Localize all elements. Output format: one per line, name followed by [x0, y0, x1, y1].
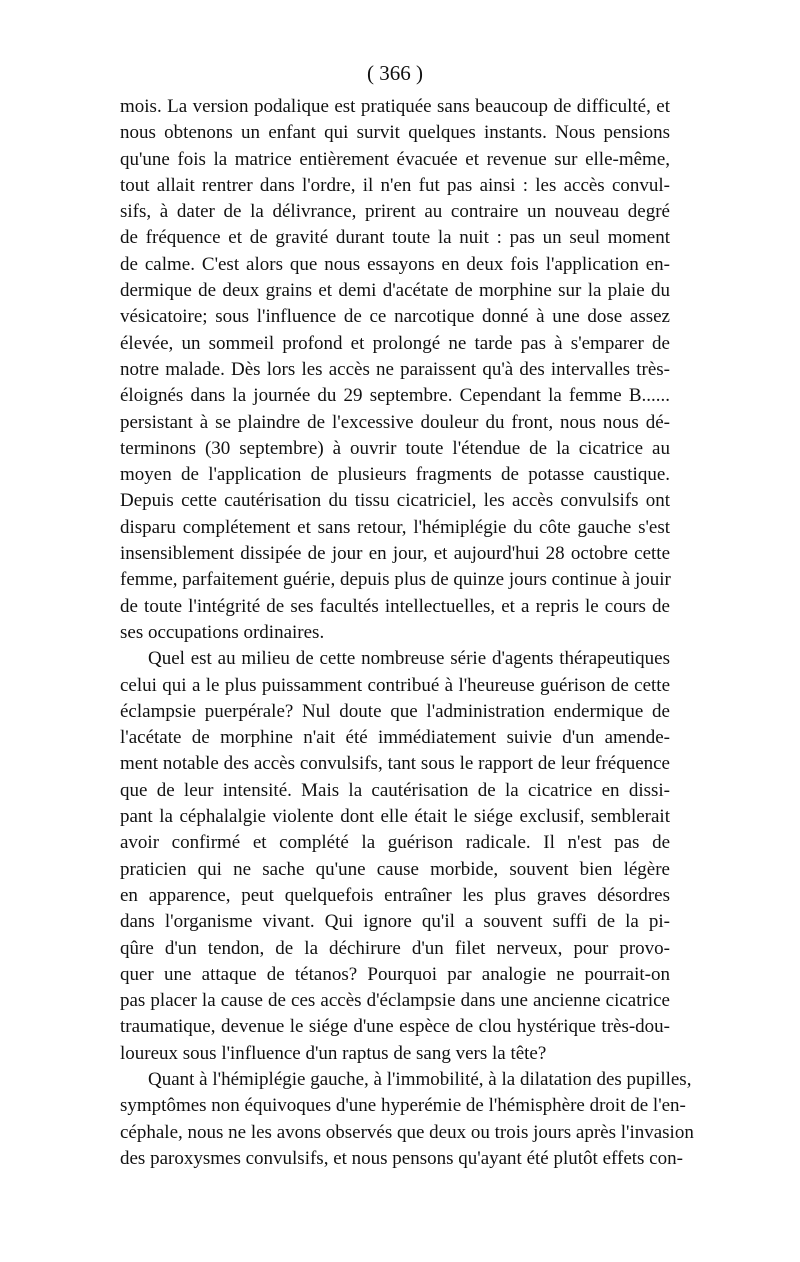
text-line: pas placer la cause de ces accès d'éclampsie dans une ancienne cicatrice — [120, 990, 670, 1012]
text-line: avoir confirmé et complété la guérison radicale. Il n'est pas de — [120, 832, 670, 854]
text-line: qu'une fois la matrice entièrement évacuée et revenue sur elle-même, — [120, 148, 670, 170]
text-line: Quel est au milieu de cette nombreuse série d'agents thérapeutiques — [148, 648, 670, 670]
paragraph-case-narrative — [120, 94, 670, 646]
text-line: praticien qui ne sache qu'une cause morbide, souvent bien légère — [120, 858, 670, 880]
text-line: ses occupations ordinaires. — [120, 621, 325, 643]
text-line: notre malade. Dès lors les accès ne paraissent qu'à des intervalles très- — [120, 358, 670, 380]
text-line: femme, parfaitement guérie, depuis plus de quinze jours continue à jouir — [120, 569, 671, 591]
text-line: sifs, à dater de la délivrance, prirent au contraire un nouveau degré — [120, 201, 670, 223]
text-line: de fréquence et de gravité durant toute la nuit : pas un seul moment — [120, 227, 670, 249]
text-line: traumatique, devenue le siége d'une espèce de clou hystérique très-dou- — [120, 1016, 670, 1038]
text-line: l'acétate de morphine n'ait été immédiatement suivie d'un amende- — [120, 727, 670, 749]
text-line: en apparence, peut quelquefois entraîner les plus graves désordres — [120, 884, 670, 906]
text-line: celui qui a le plus puissamment contribué à l'heureuse guérison de cette — [120, 674, 670, 696]
text-line: céphale, nous ne les avons observés que deux ou trois jours après l'invasion — [120, 1121, 694, 1143]
text-line: loureux sous l'influence d'un raptus de sang vers la tête? — [120, 1042, 547, 1064]
book-page — [120, 58, 694, 1238]
text-line: Depuis cette cautérisation du tissu cicatriciel, les accès convulsifs ont — [120, 490, 670, 512]
text-line: pant la céphalalgie violente dont elle était le siége exclusif, semblerait — [120, 806, 670, 828]
text-line: dans l'organisme vivant. Qui ignore qu'il a souvent suffi de la pi- — [120, 911, 670, 933]
text-line: symptômes non équivoques d'une hyperémie de l'hémisphère droit de l'en- — [120, 1095, 686, 1117]
paragraph-hemiplegia — [120, 1067, 694, 1172]
text-line: de calme. C'est alors que nous essayons en deux fois l'application en- — [120, 253, 670, 275]
text-line: Quant à l'hémiplégie gauche, à l'immobilité, à la dilatation des pupilles, — [148, 1068, 692, 1090]
text-line: des paroxysmes convulsifs, et nous pensons qu'ayant été plutôt effets con- — [120, 1147, 683, 1169]
text-line: dermique de deux grains et demi d'acétate de morphine sur la plaie du — [120, 280, 670, 302]
text-line: que de leur intensité. Mais la cautérisation de la cicatrice en dissi- — [120, 779, 670, 801]
text-line: ment notable des accès convulsifs, tant sous le rapport de leur fréquence — [120, 753, 670, 775]
paragraph-therapeutic-discussion — [120, 646, 670, 1067]
text-line: vésicatoire; sous l'influence de ce narcotique donné à une dose assez — [120, 306, 670, 328]
text-line: disparu complétement et sans retour, l'hémiplégie du côte gauche s'est — [120, 516, 670, 538]
text-line: tout allait rentrer dans l'ordre, il n'en fut pas ainsi : les accès convul- — [120, 174, 670, 196]
text-line: éloignés dans la journée du 29 septembre. Cependant la femme B...... — [120, 385, 670, 407]
text-line: mois. La version podalique est pratiquée sans beaucoup de difficulté, et — [120, 96, 670, 117]
text-line: persistant à se plaindre de l'excessive douleur du front, nous nous dé- — [120, 411, 670, 433]
text-line: éclampsie puerpérale? Nul doute que l'administration endermique de — [120, 700, 670, 722]
text-line: terminons (30 septembre) à ouvrir toute l'étendue de la cicatrice au — [120, 437, 670, 459]
page-number: ( 366 ) — [367, 61, 423, 85]
text-line: insensiblement dissipée de jour en jour, et aujourd'hui 28 octobre cette — [120, 543, 670, 565]
text-line: nous obtenons un enfant qui survit quelques instants. Nous pensions — [120, 122, 670, 144]
text-line: qûre d'un tendon, de la déchirure d'un filet nerveux, pour provo- — [120, 937, 670, 959]
text-line: quer une attaque de tétanos? Pourquoi par analogie ne pourrait-on — [120, 963, 670, 985]
text-line: de toute l'intégrité de ses facultés intellectuelles, et a repris le cours de — [120, 595, 670, 617]
text-line: élevée, un sommeil profond et prolongé ne tarde pas à s'emparer de — [120, 332, 670, 354]
text-line: moyen de l'application de plusieurs fragments de potasse caustique. — [120, 464, 670, 486]
